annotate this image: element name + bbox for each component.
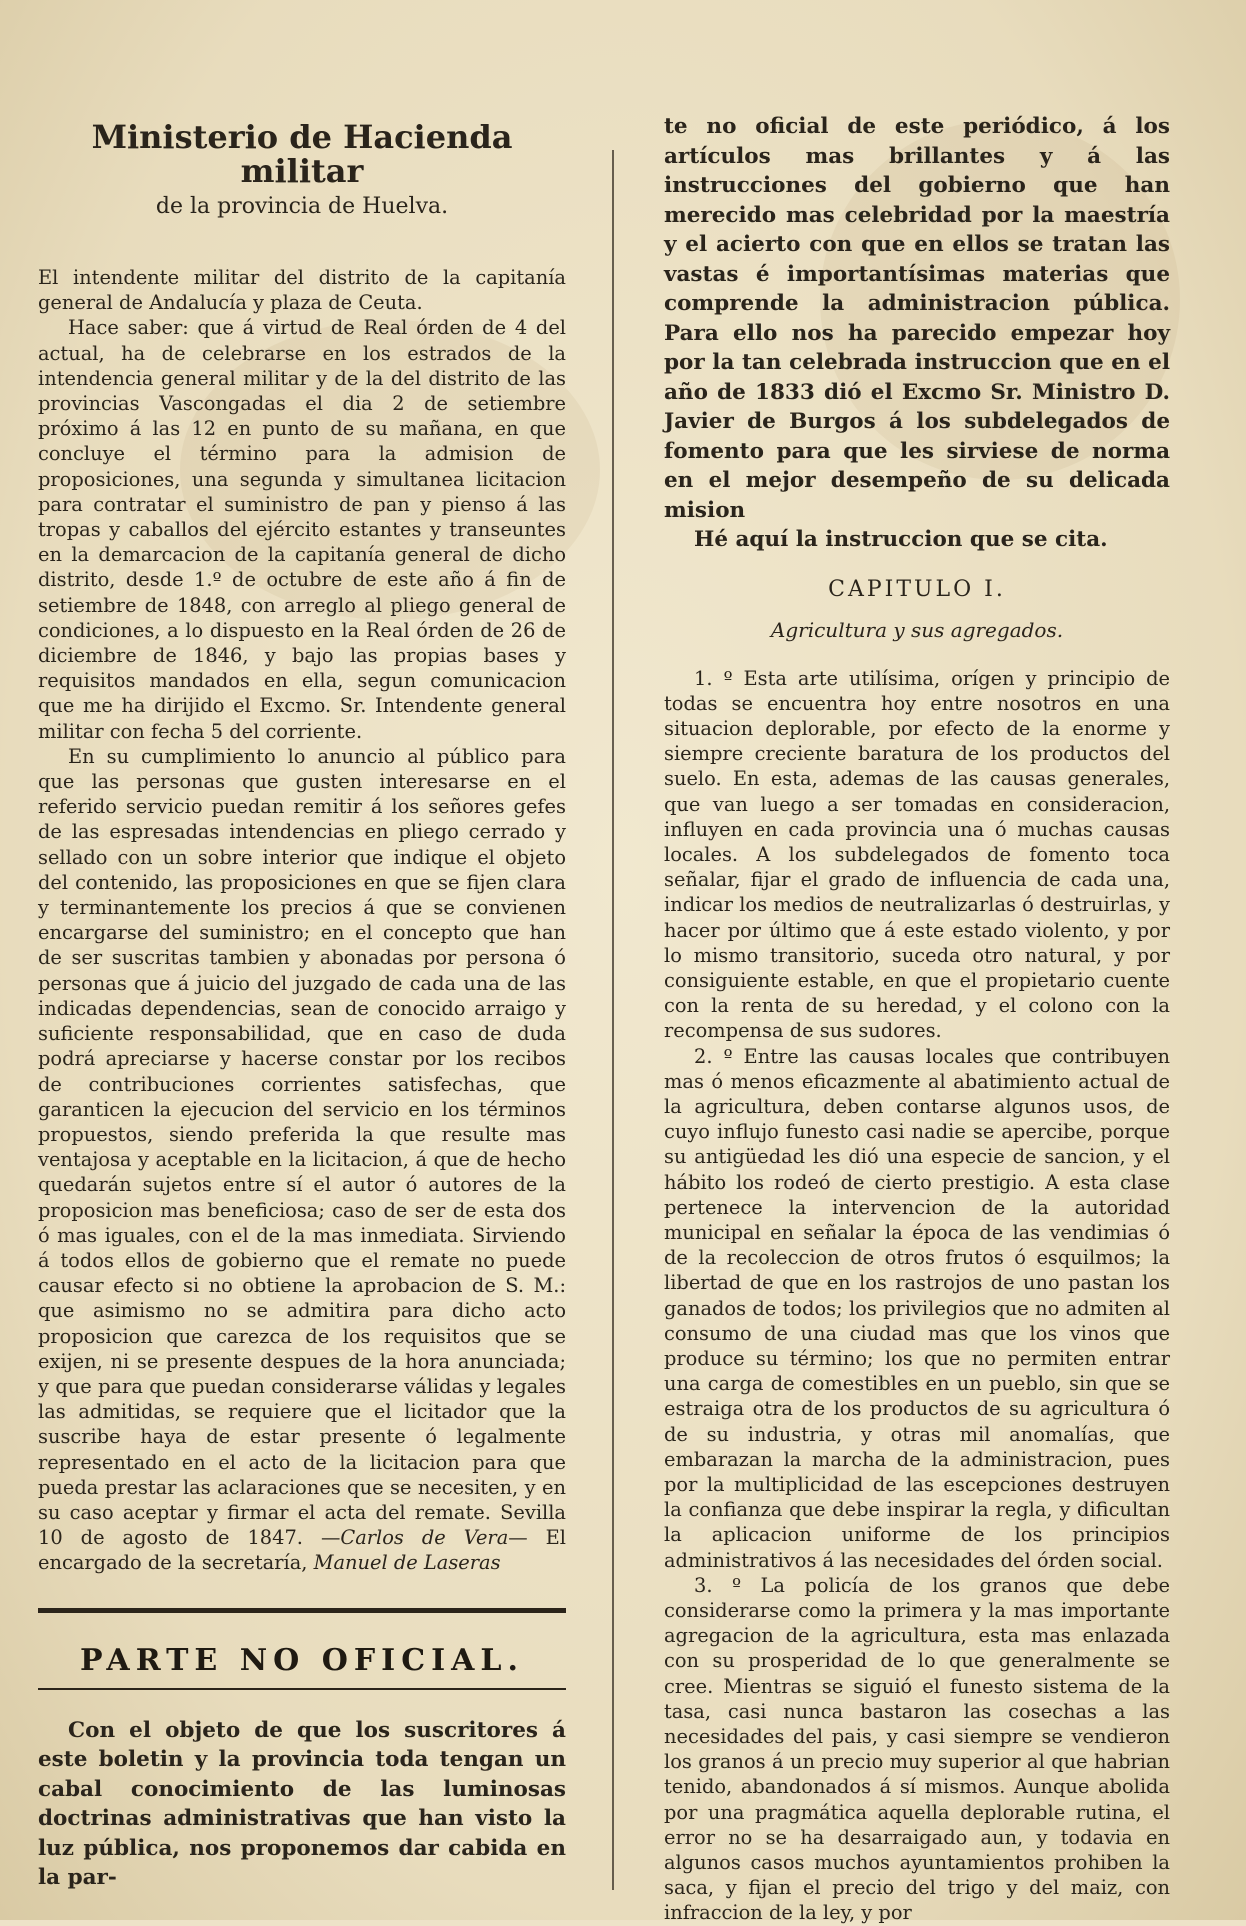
column-divider <box>612 150 614 1890</box>
left-column <box>38 112 566 1893</box>
article-number: 2. º <box>694 1044 733 1068</box>
article-text: Entre las causas locales que contribuyen mas ó menos eficazmente al abatimiento actual de la agricultura, deben contarse algunos usos, de cuyo influjo funesto casi nadie se apercibe, porque su antigüedad les dió una especie de sancion, y el hábito los rodeó de cierto prestigio. A esta clase pertenece la intervencion de la autoridad municipal en señalar la época de las vendimias ó de la recoleccion de otros frutos ó esquilmos; la libertad de que en los rastrojos de uno pastan los ganados de todos; los privilegios que no admiten al consumo de una ciudad mas que los vinos que produce su término; los que no permiten entrar una carga de comestibles en un pueblo, sin que se estraiga otra de los productos de su agricultura ó de su industria, y otras mil anomalías, que embarazan la marcha de la administracion, pues por la multiplicidad de las escepciones destruyen la confianza que debe inspirar la regla, y dificultan la aplicacion uniforme de los principios administrativos á las necesidades del órden social. <box>664 1044 1170 1572</box>
article-3 <box>664 1573 1170 1926</box>
announcement-text: En su cumplimiento lo anuncio al público para que las personas que gusten interesarse en el referido servicio puedan remitir á los señores gefes de las espresadas intendencias en pliego cerrado y sellado con un sobre interior que indique el objeto del contenido, las proposiciones en que se fijen clara y terminantemente los precios á que se convienen encargarse del suministro; en el concepto que han de ser suscritas tambien y abonadas por persona ó personas que á juicio del juzgado de cada una de las indicadas dependencias, sean de conocido arraigo y suficiente responsabilidad, que en caso de duda podrá apreciarse y hacerse constar por los recibos de contribuciones corrientes satisfechas, que garanticen la ejecucion del servicio en los términos propuestos, siendo preferida la que resulte mas ventajosa y aceptable en la licitacion, á que de hecho quedarán sujetos entre sí el autor ó autores de la proposicion mas beneficiosa; caso de ser de esta dos ó mas iguales, con el de la mas inmediata. Sirviendo á todos ellos de gobierno que el remate no puede causar efecto si no obtiene la aprobacion de S. M.: que asimismo no se admitira para dicho acto proposicion que carezca de los requisitos que se exijen, ni se presente despues de la hora anunciada; y que para que puedan considerarse válidas y legales las admitidas, se requiere que el licitador que la suscribe haya de estar presente ó legalmente representado en el acto de la licitacion para que pueda prestar las aclaraciones que se necesiten, y en su caso aceptar y firmar el acta del remate. Sevilla 10 de agosto de 1847. <box>38 744 566 1550</box>
article-2 <box>664 1044 1170 1573</box>
editorial-lead-in: Hé aquí la instruccion que se cita. <box>694 527 1108 552</box>
heading-rule <box>38 1688 566 1690</box>
secretary-name: Manuel de Laseras <box>313 1551 501 1575</box>
section-subtitle: de la provincia de Huelva. <box>155 194 449 219</box>
editorial-intro: Con el objeto de que los suscritores á este boletin y la provincia toda tengan un cabal conocimiento de las luminosas doctrinas administrativas que han visto la luz pública, nos proponemos dar cabida en la par- <box>38 1717 566 1891</box>
signature-name: Carlos de Vera <box>340 1526 509 1550</box>
section-title: Ministerio de Hacienda militar <box>91 118 513 190</box>
chapter-title: CAPITULO I. <box>828 576 1006 602</box>
article-number: 3. º <box>694 1573 742 1597</box>
editorial-intro-continued: te no oficial de este periódico, á los artículos mas brillantes y á las instrucciones del gobierno que han merecido mas celebridad por la maestría y el acierto con que en ellos se tratan las vastas é importantísimas materias que comprende la administracion pública. Para ello nos ha parecido empezar hoy por la tan celebrada instruccion que en el año de 1833 dió el Excmo Sr. Ministro D. Javier de Burgos á los subdelegados de fomento para que les sirviese de norma en el mejor desempeño de su delicada mision <box>664 114 1170 523</box>
article-1 <box>664 666 1170 1044</box>
announcement-paragraph-2: En su cumplimiento lo anuncio al público para que las personas que gusten interesarse en el referido servicio puedan remitir á los señores gefes de las espresadas intendencias en pliego cerrado y sellado con un sobre interior que indique el objeto del contenido, las proposiciones en que se fijen clara y terminantemente los precios á que se convienen encargarse del suministro; en el concepto que han de ser suscritas tambien y abonadas por persona ó personas que á juicio del juzgado de cada una de las indicadas dependencias, sean de conocido arraigo y suficiente responsabilidad, que en caso de duda podrá apreciarse y hacerse constar por los recibos de contribuciones corrientes satisfechas, que garanticen la ejecucion del servicio en los términos propuestos, siendo preferida la que resulte mas ventajosa y aceptable en la licitacion, á que de hecho quedarán sujetos entre sí el autor ó autores de la proposicion mas beneficiosa; caso de ser de esta dos ó mas iguales, con el de la mas inmediata. Sirviendo á todos ellos de gobierno que el remate no puede causar efecto si no obtiene la aprobacion de S. M.: que asimismo no se admitira para dicho acto proposicion que carezca de los requisitos que se exijen, ni se presente despues de la hora anunciada; y que para que puedan considerarse válidas y legales las admitidas, se requiere que el licitador que la suscribe haya de estar presente ó legalmente representado en el acto de la licitacion para que pueda prestar las aclaraciones que se necesiten, y en su caso aceptar y firmar el acta del remate. Sevilla 10 de agosto de 1847. —Carlos de Vera— El encargado de la secretaría, Manuel de Laseras <box>38 744 567 1575</box>
section-divider <box>38 1608 566 1613</box>
parte-no-oficial-heading: PARTE NO OFICIAL. <box>80 1642 524 1678</box>
article-text: La policía de los granos que debe considerarse como la primera y la mas importante agregacion de la agricultura, esta mas enlazada con su prosperidad de lo que generalmente se cree. Mientras se siguió el funesto sistema de la tasa, casi nunca bastaron las cosechas a las necesidades del pais, y casi siempre se vendieron los granos á un precio muy superior al que habrian tenido, abandonados á sí mismos. Aunque abolida por una pragmática aquella deplorable rutina, el error no se ha desarraigado aun, y todavia en algunos casos muchos ayuntamientos prohiben la saca, y fijan el precio del trigo y del maiz, con infraccion de la ley, y por <box>664 1573 1170 1925</box>
right-column <box>664 112 1170 1926</box>
article-text: Esta arte utilísima, orígen y principio de todas se encuentra hoy entre nosotros en una situacion deplorable, por efecto de la enorme y siempre creciente baratura de los productos del suelo. En esta, ademas de las causas generales, que van luego a ser tomadas en consideracion, influyen en cada provincia una ó muchas causas locales. A los subdelegados de fomento toca señalar, fijar el grado de influencia de cada una, indicar los medios de neutralizarlas ó destruirlas, y hacer por último que á este estado violento, y por lo mismo transitorio, suceda otro natural, y por consiguiente estable, en que el propietario cuente con la renta de su heredad, y el colono con la recompensa de sus sudores. <box>664 666 1170 1043</box>
announcement-paragraph: Hace saber: que á virtud de Real órden de 4 del actual, ha de celebrarse en los estrados de la intendencia general militar y de la del distrito de las provincias Vascongadas el dia 2 de setiembre próximo á las 12 en punto de su mañana, en que concluye el término para la admision de proposiciones, una segunda y simultanea licitacion para contratar el suministro de pan y pienso á las tropas y caballos del ejército estantes y transeuntes en la demarcacion de la capitanía general de dicho distrito, desde 1.º de octubre de este año á fin de setiembre de 1848, con arreglo al pliego general de condiciones, a lo dispuesto en la Real órden de 26 de diciembre de 1846, y bajo las propias bases y requisitos mandados en ella, segun comunicacion que me ha dirijido el Excmo. Sr. Intendente general militar con fecha 5 del corriente. <box>38 316 566 743</box>
intendant-intro: El intendente militar del distrito de la capitanía general de Andalucía y plaza de Ceuta. <box>38 266 566 315</box>
article-number: 1. º <box>694 666 733 690</box>
chapter-subtitle: Agricultura y sus agregados. <box>770 617 1064 642</box>
signature-role: El encargado de la secretaría, <box>38 1526 567 1575</box>
